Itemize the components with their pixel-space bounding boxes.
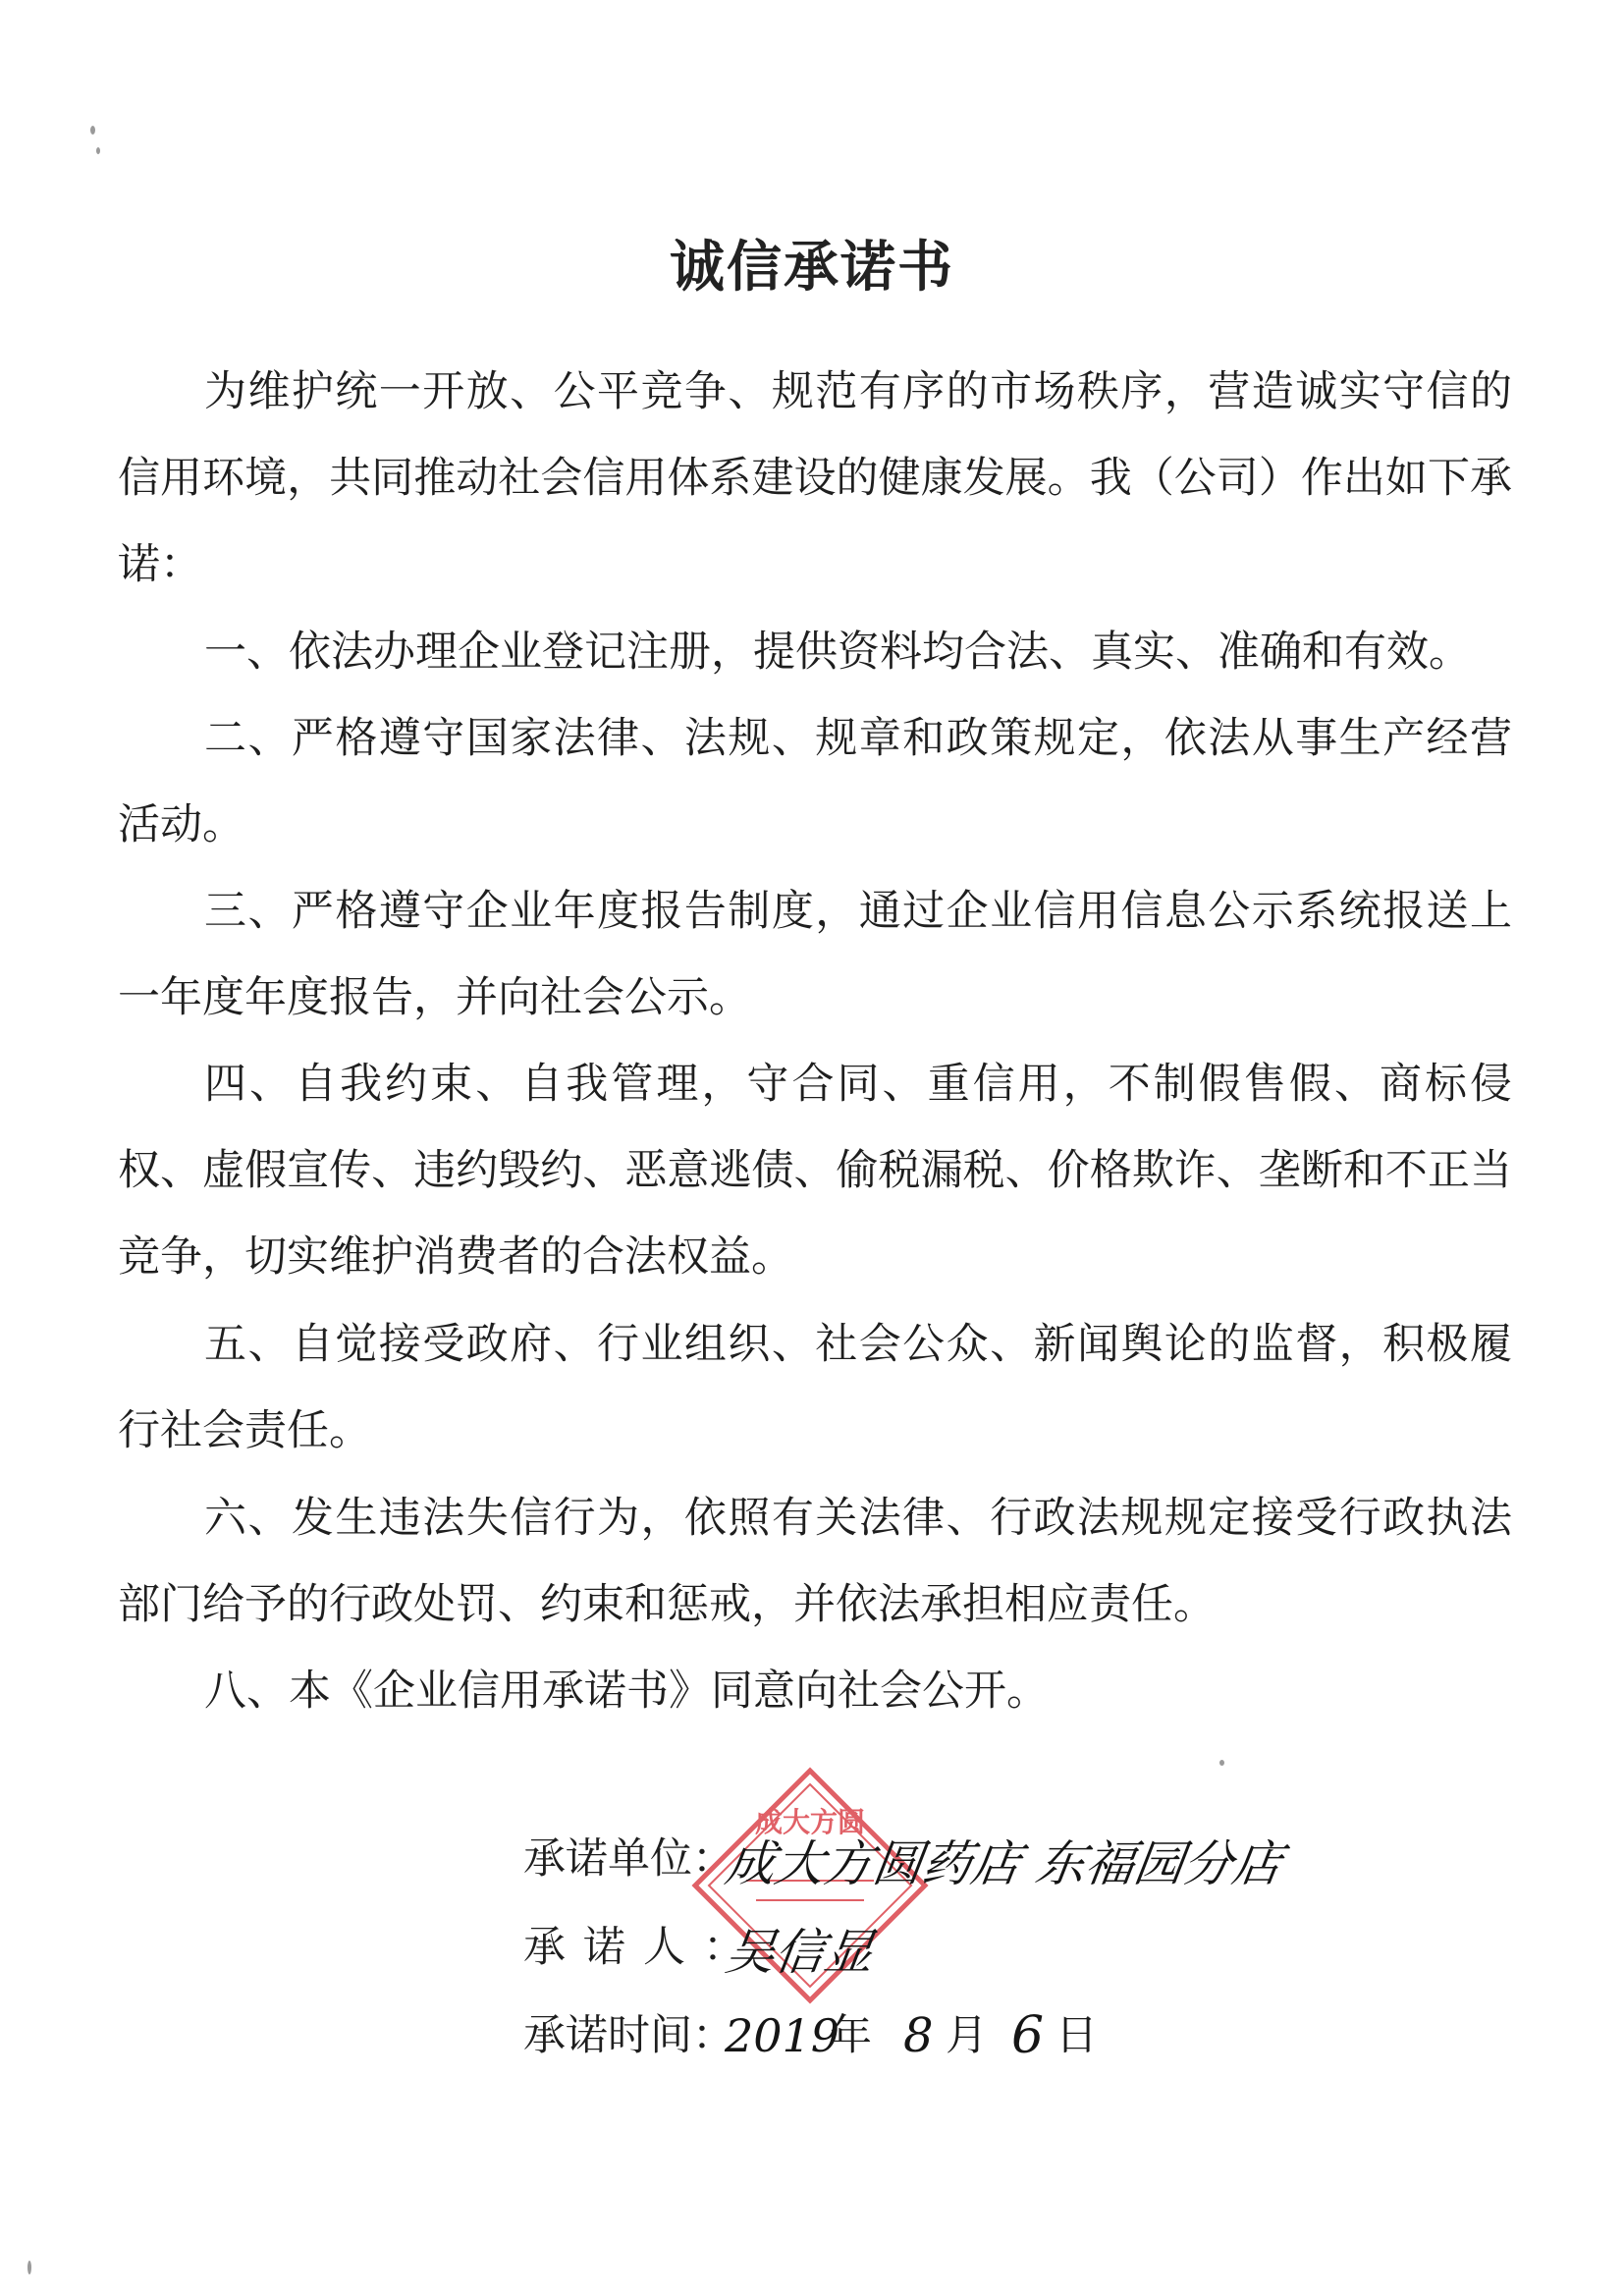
commitment-item-3: 三、严格遵守企业年度报告制度，通过企业信用信息公示系统报送上一年度年度报告，并向社会公示。 [118, 887, 1512, 1022]
year-suffix: 年 [830, 2011, 872, 2060]
handwritten-month: 8 [903, 2008, 934, 2063]
intro-paragraph: 为维护统一开放、公平竞争、规范有序的市场秩序，营造诚实守信的信用环境，共同推动社会信用体系建设的健康发展。我（公司）作出如下承诺： [118, 367, 1512, 589]
scan-speck [27, 2261, 31, 2274]
handwritten-year: 2019 [725, 2009, 840, 2062]
commitment-item-2: 二、严格遵守国家法律、法规、规章和政策规定，依法从事生产经营活动。 [118, 714, 1512, 849]
commitment-item-1: 一、依法办理企业登记注册，提供资料均合法、真实、准确和有效。 [204, 628, 1471, 677]
commitment-item-4: 四、自我约束、自我管理，守合同、重信用，不制假售假、商标侵权、虚假宣传、违约毁约、恶意逃债、偷税漏税、价格欺诈、垄断和不正当竞争，切实维护消费者的合法权益。 [118, 1060, 1512, 1282]
signature-unit-label: 承诺单位： [523, 1834, 734, 1884]
document-title: 诚信承诺书 [670, 236, 954, 300]
svg-text:成大方圆: 成大方圆 [754, 1806, 866, 1838]
month-suffix: 月 [946, 2011, 988, 2060]
scan-speck [90, 126, 95, 135]
scan-speck [96, 147, 100, 154]
day-suffix: 日 [1056, 2011, 1098, 2060]
commitment-item-6: 六、发生违法失信行为，依照有关法律、行政法规规定接受行政执法部门给予的行政处罚、约束和惩戒，并依法承担相应责任。 [118, 1494, 1512, 1629]
handwritten-unit-signature: 成大方圆药店 东福园分店 [722, 1835, 1286, 1892]
commitment-item-5: 五、自觉接受政府、行业组织、社会公众、新闻舆论的监督，积极履行社会责任。 [118, 1320, 1512, 1455]
scan-speck [1219, 1760, 1224, 1766]
handwritten-day: 6 [1011, 2006, 1045, 2065]
signature-date-label: 承诺时间： [523, 2011, 734, 2060]
signature-person-label: 承诺人： [523, 1923, 763, 1972]
commitment-item-8: 八、本《企业信用承诺书》同意向社会公开。 [204, 1667, 1049, 1716]
handwritten-person-signature: 吴信显 [722, 1924, 878, 1981]
